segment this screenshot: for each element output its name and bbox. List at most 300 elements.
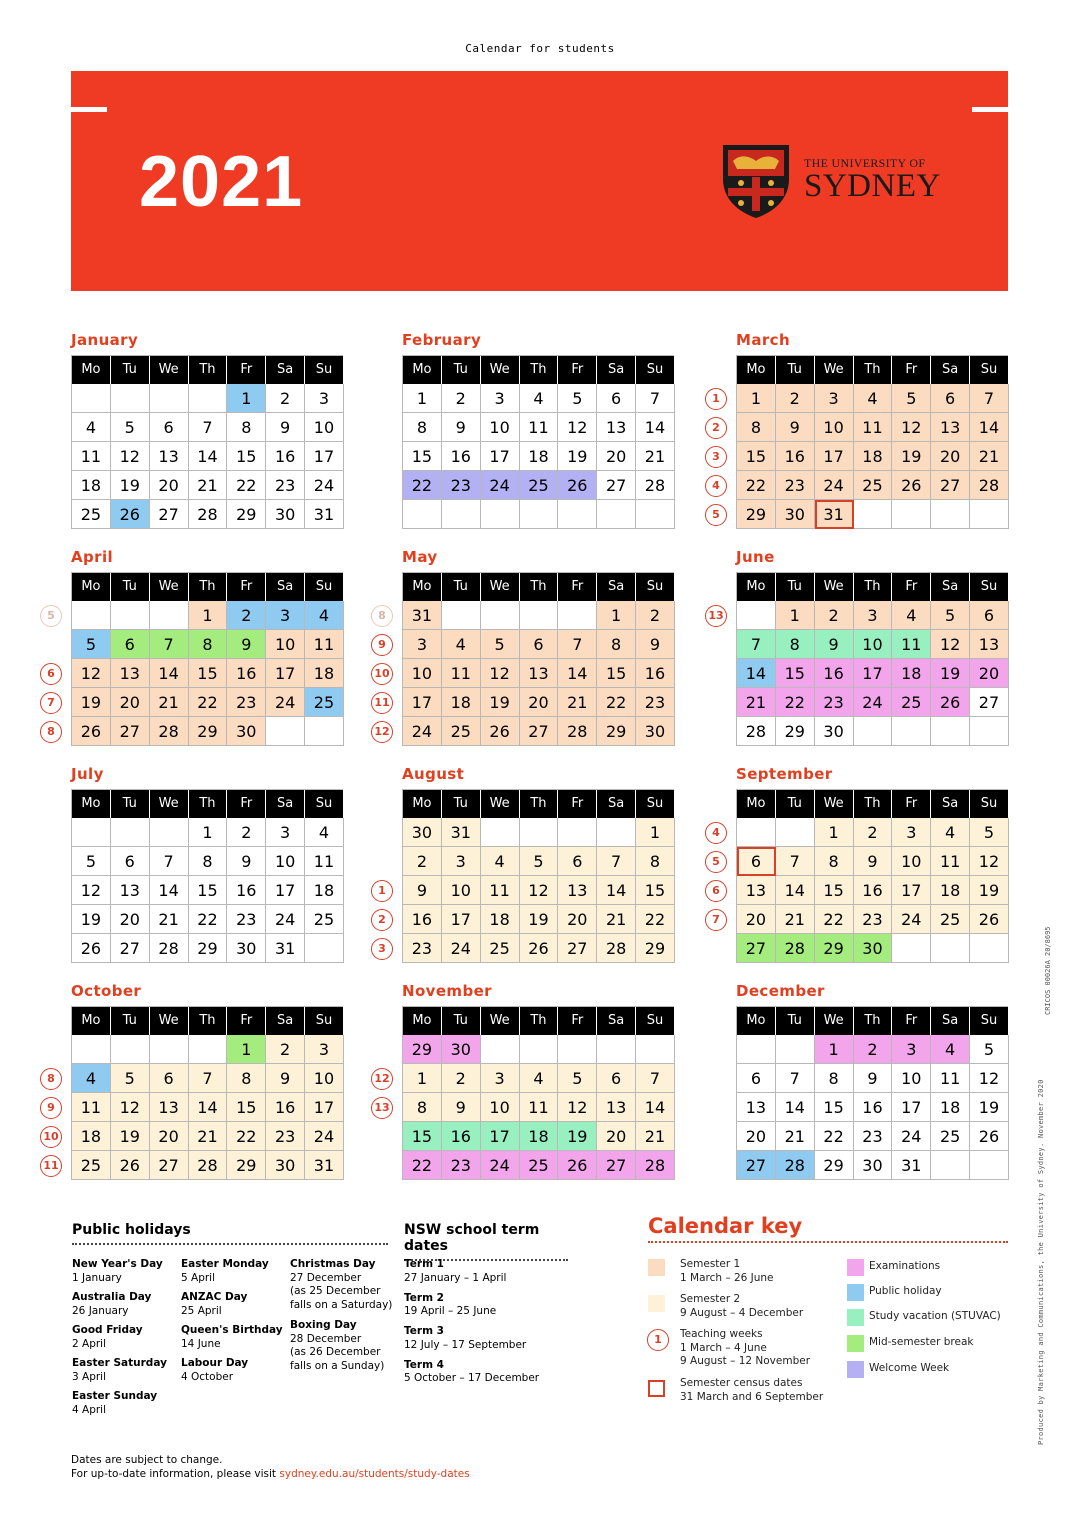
day-cell: 11 — [305, 847, 344, 876]
day-cell: 8 — [597, 630, 636, 659]
day-cell: 27 — [597, 1151, 636, 1180]
weekday-header: We — [481, 356, 520, 384]
empty-day-cell — [970, 500, 1009, 529]
month-january — [71, 331, 343, 529]
day-cell: 2 — [442, 384, 481, 413]
weekday-header: Tu — [442, 790, 481, 818]
empty-day-cell — [481, 1035, 520, 1064]
midsem-swatch — [847, 1335, 864, 1352]
day-cell: 21 — [970, 442, 1009, 471]
day-cell: 5 — [111, 1064, 150, 1093]
day-cell: 10 — [854, 630, 893, 659]
day-cell: 22 — [815, 905, 854, 934]
day-cell: 1 — [815, 1035, 854, 1064]
day-cell: 1 — [776, 601, 815, 630]
weekday-header: Th — [189, 790, 228, 818]
empty-day-cell — [737, 601, 776, 630]
day-cell: 24 — [854, 688, 893, 717]
day-cell: 10 — [892, 1064, 931, 1093]
day-cell: 15 — [189, 659, 228, 688]
empty-day-cell — [931, 717, 970, 746]
term-item: Term 2 19 April – 25 June — [404, 1291, 497, 1317]
teaching-week-badge: 2 — [371, 909, 393, 931]
day-cell: 3 — [266, 601, 305, 630]
day-cell: 6 — [597, 1064, 636, 1093]
weekday-header: Su — [636, 573, 675, 601]
day-cell: 17 — [305, 442, 344, 471]
weekday-header: Sa — [597, 1007, 636, 1035]
month-october — [43, 982, 343, 1180]
day-cell: 2 — [636, 601, 675, 630]
day-cell: 26 — [558, 471, 597, 500]
empty-day-cell — [892, 717, 931, 746]
weekday-header: Mo — [737, 573, 776, 601]
day-cell: 19 — [558, 442, 597, 471]
month-name: January — [71, 331, 139, 349]
empty-day-cell — [442, 500, 481, 529]
day-cell: 5 — [892, 384, 931, 413]
day-cell: 13 — [520, 659, 559, 688]
day-cell: 26 — [72, 717, 111, 746]
day-cell: 24 — [266, 688, 305, 717]
day-cell: 6 — [737, 847, 776, 876]
weekday-header: Sa — [931, 573, 970, 601]
day-cell: 30 — [776, 500, 815, 529]
empty-day-cell — [854, 717, 893, 746]
day-cell: 29 — [403, 1035, 442, 1064]
month-grid — [402, 789, 674, 963]
day-cell: 14 — [189, 442, 228, 471]
day-cell: 18 — [892, 659, 931, 688]
weekday-header: Tu — [111, 573, 150, 601]
day-cell: 29 — [189, 934, 228, 963]
month-name: March — [736, 331, 791, 349]
empty-day-cell — [892, 500, 931, 529]
day-cell: 10 — [481, 1093, 520, 1122]
day-cell: 23 — [403, 934, 442, 963]
day-cell: 18 — [854, 442, 893, 471]
weekday-header: Th — [520, 356, 559, 384]
day-cell: 8 — [403, 413, 442, 442]
day-cell: 11 — [481, 876, 520, 905]
month-december — [736, 982, 1008, 1180]
census-date-icon — [648, 1380, 665, 1397]
weekday-header: We — [815, 573, 854, 601]
teaching-week-badge: 8 — [40, 1068, 62, 1090]
day-cell: 30 — [442, 1035, 481, 1064]
day-cell: 7 — [189, 1064, 228, 1093]
weekday-header: Th — [189, 573, 228, 601]
day-cell: 20 — [931, 442, 970, 471]
weekday-header: Sa — [266, 356, 305, 384]
day-cell: 17 — [481, 442, 520, 471]
teaching-week-badge: 12 — [371, 1068, 393, 1090]
empty-day-cell — [72, 1035, 111, 1064]
teaching-week-badge: 2 — [705, 417, 727, 439]
holiday-item: Queen's Birthday 14 June — [181, 1324, 283, 1350]
day-cell: 15 — [636, 876, 675, 905]
month-name: November — [402, 982, 492, 1000]
day-cell: 19 — [558, 1122, 597, 1151]
day-cell: 15 — [403, 1122, 442, 1151]
weekday-header: Tu — [111, 356, 150, 384]
banner-tick-right — [972, 107, 1008, 112]
day-cell: 29 — [815, 1151, 854, 1180]
day-cell: 17 — [892, 1093, 931, 1122]
empty-day-cell — [970, 717, 1009, 746]
day-cell: 8 — [189, 630, 228, 659]
day-cell: 10 — [305, 1064, 344, 1093]
term-item: Term 1 27 January – 1 April — [404, 1258, 507, 1284]
empty-day-cell — [520, 500, 559, 529]
weekday-header: Tu — [111, 790, 150, 818]
day-cell: 4 — [442, 630, 481, 659]
empty-day-cell — [150, 1035, 189, 1064]
day-cell: 8 — [403, 1093, 442, 1122]
day-cell: 27 — [558, 934, 597, 963]
day-cell: 30 — [854, 934, 893, 963]
month-april — [47, 548, 343, 746]
weekday-header: Fr — [892, 1007, 931, 1035]
day-cell: 17 — [305, 1093, 344, 1122]
key-public-holiday: Public holiday — [869, 1285, 942, 1297]
day-cell: 15 — [189, 876, 228, 905]
empty-day-cell — [72, 818, 111, 847]
day-cell: 12 — [970, 847, 1009, 876]
key-semester2: Semester 2 9 August – 4 December — [680, 1293, 804, 1319]
month-grid — [71, 572, 343, 746]
day-cell: 12 — [111, 1093, 150, 1122]
day-cell: 27 — [150, 500, 189, 529]
day-cell: 19 — [111, 471, 150, 500]
day-cell: 4 — [931, 1035, 970, 1064]
empty-day-cell — [737, 1035, 776, 1064]
day-cell: 3 — [442, 847, 481, 876]
day-cell: 18 — [442, 688, 481, 717]
day-cell: 1 — [403, 1064, 442, 1093]
day-cell: 9 — [854, 847, 893, 876]
month-may — [374, 548, 674, 746]
day-cell: 3 — [815, 384, 854, 413]
teaching-week-badge: 8 — [40, 721, 62, 743]
day-cell: 13 — [737, 876, 776, 905]
day-cell: 22 — [403, 471, 442, 500]
day-cell: 25 — [520, 471, 559, 500]
weekday-header: Su — [636, 790, 675, 818]
day-cell: 20 — [520, 688, 559, 717]
day-cell: 18 — [931, 1093, 970, 1122]
day-cell: 25 — [305, 905, 344, 934]
weekday-header: Mo — [403, 356, 442, 384]
day-cell: 6 — [737, 1064, 776, 1093]
day-cell: 11 — [72, 1093, 111, 1122]
day-cell: 14 — [636, 413, 675, 442]
day-cell: 19 — [481, 688, 520, 717]
day-cell: 5 — [970, 818, 1009, 847]
day-cell: 14 — [776, 876, 815, 905]
teaching-week-badge: 5 — [705, 851, 727, 873]
day-cell: 17 — [442, 905, 481, 934]
day-cell: 17 — [266, 659, 305, 688]
day-cell: 25 — [72, 500, 111, 529]
day-cell: 7 — [558, 630, 597, 659]
day-cell: 28 — [150, 717, 189, 746]
day-cell: 20 — [150, 471, 189, 500]
top-label: Calendar for students — [465, 42, 615, 55]
empty-day-cell — [481, 500, 520, 529]
month-august — [378, 765, 674, 963]
day-cell: 27 — [111, 934, 150, 963]
empty-day-cell — [597, 500, 636, 529]
empty-day-cell — [520, 1035, 559, 1064]
day-cell: 15 — [815, 876, 854, 905]
day-cell: 19 — [72, 905, 111, 934]
day-cell: 7 — [597, 847, 636, 876]
weekday-header: Mo — [737, 1007, 776, 1035]
day-cell: 13 — [150, 442, 189, 471]
producer-credit: Produced by Marketing and Communications, the University of Sydney. November 2020 — [1037, 1079, 1045, 1445]
year-title: 2021 — [139, 142, 304, 222]
teaching-week-badge: 13 — [371, 1097, 393, 1119]
day-cell: 18 — [520, 442, 559, 471]
weekday-header: Fr — [227, 1007, 266, 1035]
term-item: Term 3 12 July – 17 September — [404, 1325, 527, 1351]
holiday-item: Boxing Day 28 December (as 26 December falls on a Sunday) — [290, 1319, 385, 1372]
day-cell: 11 — [442, 659, 481, 688]
day-cell: 2 — [854, 1035, 893, 1064]
holiday-item: Good Friday 2 April — [72, 1324, 143, 1350]
weekday-header: Su — [970, 573, 1009, 601]
day-cell: 22 — [403, 1151, 442, 1180]
weekday-header: We — [150, 356, 189, 384]
empty-day-cell — [403, 500, 442, 529]
day-cell: 15 — [227, 442, 266, 471]
day-cell: 23 — [776, 471, 815, 500]
day-cell: 7 — [189, 413, 228, 442]
teaching-week-badge: 1 — [371, 880, 393, 902]
day-cell: 7 — [776, 1064, 815, 1093]
key-stuvac: Study vacation (STUVAC) — [869, 1310, 1001, 1322]
day-cell: 12 — [892, 413, 931, 442]
day-cell: 12 — [970, 1064, 1009, 1093]
month-grid — [736, 355, 1008, 529]
empty-day-cell — [597, 1035, 636, 1064]
day-cell: 23 — [266, 1122, 305, 1151]
day-cell: 21 — [558, 688, 597, 717]
day-cell: 4 — [481, 847, 520, 876]
day-cell: 22 — [227, 1122, 266, 1151]
semester1-swatch — [648, 1259, 665, 1276]
day-cell: 11 — [931, 847, 970, 876]
day-cell: 2 — [227, 601, 266, 630]
day-cell: 2 — [227, 818, 266, 847]
day-cell: 7 — [636, 1064, 675, 1093]
day-cell: 25 — [520, 1151, 559, 1180]
month-name: October — [71, 982, 142, 1000]
day-cell: 24 — [442, 934, 481, 963]
day-cell: 10 — [266, 630, 305, 659]
day-cell: 23 — [227, 905, 266, 934]
day-cell: 24 — [892, 1122, 931, 1151]
day-cell: 25 — [305, 688, 344, 717]
empty-day-cell — [150, 818, 189, 847]
day-cell: 18 — [305, 876, 344, 905]
study-dates-link[interactable]: sydney.edu.au/students/study-dates — [279, 1468, 470, 1480]
day-cell: 16 — [227, 876, 266, 905]
empty-day-cell — [150, 601, 189, 630]
day-cell: 23 — [227, 688, 266, 717]
day-cell: 1 — [597, 601, 636, 630]
day-cell: 4 — [931, 818, 970, 847]
day-cell: 8 — [815, 1064, 854, 1093]
day-cell: 2 — [266, 384, 305, 413]
day-cell: 9 — [403, 876, 442, 905]
weekday-header: We — [481, 1007, 520, 1035]
day-cell: 21 — [776, 905, 815, 934]
teaching-week-badge: 11 — [371, 692, 393, 714]
banner-tick-left — [71, 107, 107, 112]
day-cell: 8 — [776, 630, 815, 659]
weekday-header: Sa — [597, 356, 636, 384]
month-grid — [402, 572, 674, 746]
day-cell: 26 — [481, 717, 520, 746]
day-cell: 29 — [227, 500, 266, 529]
day-cell: 28 — [558, 717, 597, 746]
day-cell: 7 — [737, 630, 776, 659]
day-cell: 9 — [776, 413, 815, 442]
teaching-week-badge: 6 — [705, 880, 727, 902]
weekday-header: Tu — [776, 573, 815, 601]
public-holiday-swatch — [847, 1284, 864, 1301]
teaching-week-badge: 4 — [705, 822, 727, 844]
day-cell: 27 — [111, 717, 150, 746]
day-cell: 4 — [305, 818, 344, 847]
day-cell: 2 — [403, 847, 442, 876]
day-cell: 31 — [403, 601, 442, 630]
month-march — [712, 331, 1008, 529]
day-cell: 3 — [854, 601, 893, 630]
day-cell: 8 — [227, 1064, 266, 1093]
day-cell: 9 — [636, 630, 675, 659]
teaching-week-icon: 1 — [647, 1329, 669, 1351]
day-cell: 28 — [189, 500, 228, 529]
holiday-item: Easter Saturday 3 April — [72, 1357, 167, 1383]
weekday-header: Fr — [227, 573, 266, 601]
empty-day-cell — [520, 818, 559, 847]
day-cell: 3 — [266, 818, 305, 847]
day-cell: 19 — [892, 442, 931, 471]
cricos-code: CRICOS 00026A 20/8695 — [1044, 926, 1052, 1015]
day-cell: 6 — [558, 847, 597, 876]
month-grid — [736, 572, 1008, 746]
month-name: August — [402, 765, 465, 783]
weekday-header: Su — [305, 1007, 344, 1035]
weekday-header: Fr — [558, 356, 597, 384]
day-cell: 13 — [150, 1093, 189, 1122]
weekday-header: Fr — [227, 356, 266, 384]
day-cell: 10 — [481, 413, 520, 442]
day-cell: 29 — [815, 934, 854, 963]
day-cell: 28 — [776, 1151, 815, 1180]
day-cell: 11 — [931, 1064, 970, 1093]
weekday-header: Mo — [403, 573, 442, 601]
day-cell: 14 — [970, 413, 1009, 442]
day-cell: 16 — [636, 659, 675, 688]
day-cell: 1 — [189, 601, 228, 630]
teaching-week-badge: 6 — [40, 663, 62, 685]
empty-day-cell — [970, 1151, 1009, 1180]
day-cell: 30 — [636, 717, 675, 746]
day-cell: 4 — [72, 1064, 111, 1093]
day-cell: 8 — [189, 847, 228, 876]
day-cell: 5 — [72, 630, 111, 659]
teaching-week-badge: 7 — [705, 909, 727, 931]
weekday-header: Sa — [266, 1007, 305, 1035]
weekday-header: Tu — [442, 573, 481, 601]
teaching-week-badge: 12 — [371, 721, 393, 743]
day-cell: 2 — [854, 818, 893, 847]
university-wordmark: THE UNIVERSITY OF SYDNEY — [804, 156, 941, 204]
day-cell: 6 — [520, 630, 559, 659]
day-cell: 21 — [636, 1122, 675, 1151]
day-cell: 24 — [305, 1122, 344, 1151]
day-cell: 15 — [227, 1093, 266, 1122]
day-cell: 19 — [72, 688, 111, 717]
day-cell: 2 — [776, 384, 815, 413]
empty-day-cell — [931, 1151, 970, 1180]
day-cell: 14 — [150, 659, 189, 688]
day-cell: 6 — [111, 630, 150, 659]
day-cell: 28 — [150, 934, 189, 963]
calendar-key-title: Calendar key — [648, 1214, 1008, 1243]
day-cell: 3 — [481, 1064, 520, 1093]
day-cell: 21 — [597, 905, 636, 934]
month-grid — [402, 1006, 674, 1180]
empty-day-cell — [520, 601, 559, 630]
day-cell: 9 — [815, 630, 854, 659]
weekday-header: Sa — [597, 573, 636, 601]
day-cell: 23 — [854, 1122, 893, 1151]
empty-day-cell — [150, 384, 189, 413]
key-welcome: Welcome Week — [869, 1362, 950, 1374]
weekday-header: Mo — [403, 790, 442, 818]
day-cell: 13 — [737, 1093, 776, 1122]
day-cell: 14 — [776, 1093, 815, 1122]
day-cell: 1 — [227, 384, 266, 413]
day-cell: 3 — [892, 818, 931, 847]
day-cell: 16 — [266, 442, 305, 471]
day-cell: 21 — [150, 688, 189, 717]
day-cell: 28 — [636, 471, 675, 500]
empty-day-cell — [72, 384, 111, 413]
day-cell: 19 — [111, 1122, 150, 1151]
weekday-header: Th — [520, 1007, 559, 1035]
day-cell: 5 — [111, 413, 150, 442]
key-teaching-weeks: Teaching weeks 1 March – 4 June 9 August – 12 November — [680, 1328, 811, 1367]
day-cell: 5 — [558, 1064, 597, 1093]
day-cell: 26 — [72, 934, 111, 963]
footer-note: Dates are subject to change. For up-to-date information, please visit sydney.edu.au/students/study-dates — [71, 1454, 470, 1480]
day-cell: 13 — [597, 413, 636, 442]
empty-day-cell — [189, 384, 228, 413]
day-cell: 17 — [815, 442, 854, 471]
day-cell: 14 — [597, 876, 636, 905]
day-cell: 28 — [597, 934, 636, 963]
day-cell: 4 — [520, 1064, 559, 1093]
day-cell: 7 — [776, 847, 815, 876]
day-cell: 28 — [636, 1151, 675, 1180]
day-cell: 15 — [776, 659, 815, 688]
